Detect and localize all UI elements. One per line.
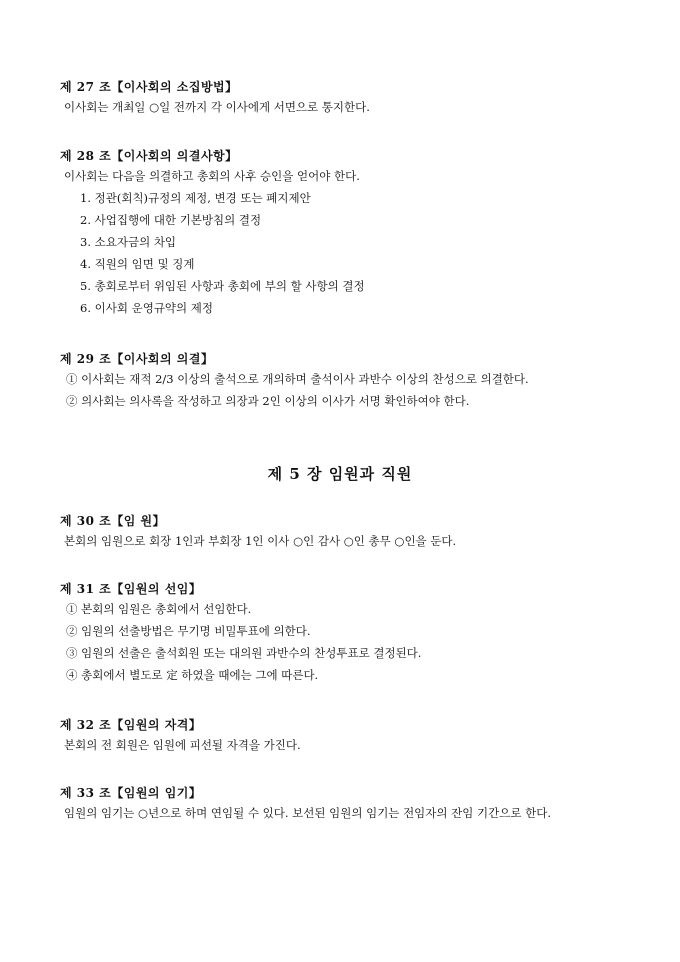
article-body: 임원의 임기는 ○년으로 하며 연임될 수 있다. 보선된 임원의 임기는 전임자의 잔임 기간으로 한다.: [64, 806, 552, 820]
article-30: [60, 512, 640, 552]
article-28: [60, 147, 640, 319]
article-body: 본회의 전 회원은 임원에 피선될 자격을 가진다.: [64, 738, 301, 752]
article-31: [60, 580, 640, 686]
list-item: 1. 정관(회칙)규정의 제정, 변경 또는 폐지제안: [80, 191, 311, 205]
clause-item: ① 이사회는 재적 2/3 이상의 출석으로 개의하며 출석이사 과반수 이상의 찬성으로 의결한다.: [66, 372, 529, 386]
clause-item: ② 의사회는 의사록을 작성하고 의장과 2인 이상의 이사가 서명 확인하여야 한다.: [66, 394, 470, 408]
article-heading: 제 31 조【임원의 선임】: [60, 582, 202, 596]
article-27: [60, 78, 640, 118]
article-heading: 제 30 조【임 원】: [60, 514, 166, 528]
list-item: 3. 소요자금의 차입: [80, 235, 177, 249]
clause-item: ④ 총회에서 별도로 定 하였을 때에는 그에 따른다.: [66, 668, 319, 682]
article-29: [60, 350, 640, 412]
clause-item: ① 본회의 임원은 총회에서 선임한다.: [66, 602, 252, 616]
clause-item: ③ 임원의 선출은 출석회원 또는 대의원 과반수의 찬성투표로 결정된다.: [66, 646, 422, 660]
article-body: 이사회는 다음을 의결하고 총회의 사후 승인을 얻어야 한다.: [64, 169, 360, 183]
article-heading: 제 33 조【임원의 임기】: [60, 786, 202, 800]
article-32: [60, 716, 640, 756]
list-item: 4. 직원의 임면 및 징계: [80, 257, 195, 271]
list-item: 5. 총회로부터 위임된 사항과 총회에 부의 할 사항의 결정: [80, 279, 365, 293]
chapter-title: 제 5 장 임원과 직원: [267, 465, 413, 483]
article-heading: 제 28 조【이사회의 의결사항】: [60, 149, 238, 163]
article-heading: 제 32 조【임원의 자격】: [60, 718, 202, 732]
list-item: 6. 이사회 운영규약의 제정: [80, 301, 214, 315]
article-33: [60, 784, 640, 824]
article-heading: 제 29 조【이사회의 의결】: [60, 352, 214, 366]
clause-item: ② 임원의 선출방법은 무기명 비밀투표에 의한다.: [66, 624, 311, 638]
article-heading: 제 27 조【이사회의 소집방법】: [60, 80, 238, 94]
list-item: 2. 사업집행에 대한 기본방침의 결정: [80, 213, 262, 227]
article-body: 이사회는 개최일 ○일 전까지 각 이사에게 서면으로 통지한다.: [64, 100, 370, 114]
article-body: 본회의 임원으로 회장 1인과 부회장 1인 이사 ○인 감사 ○인 총무 ○인을 둔다.: [64, 534, 457, 548]
